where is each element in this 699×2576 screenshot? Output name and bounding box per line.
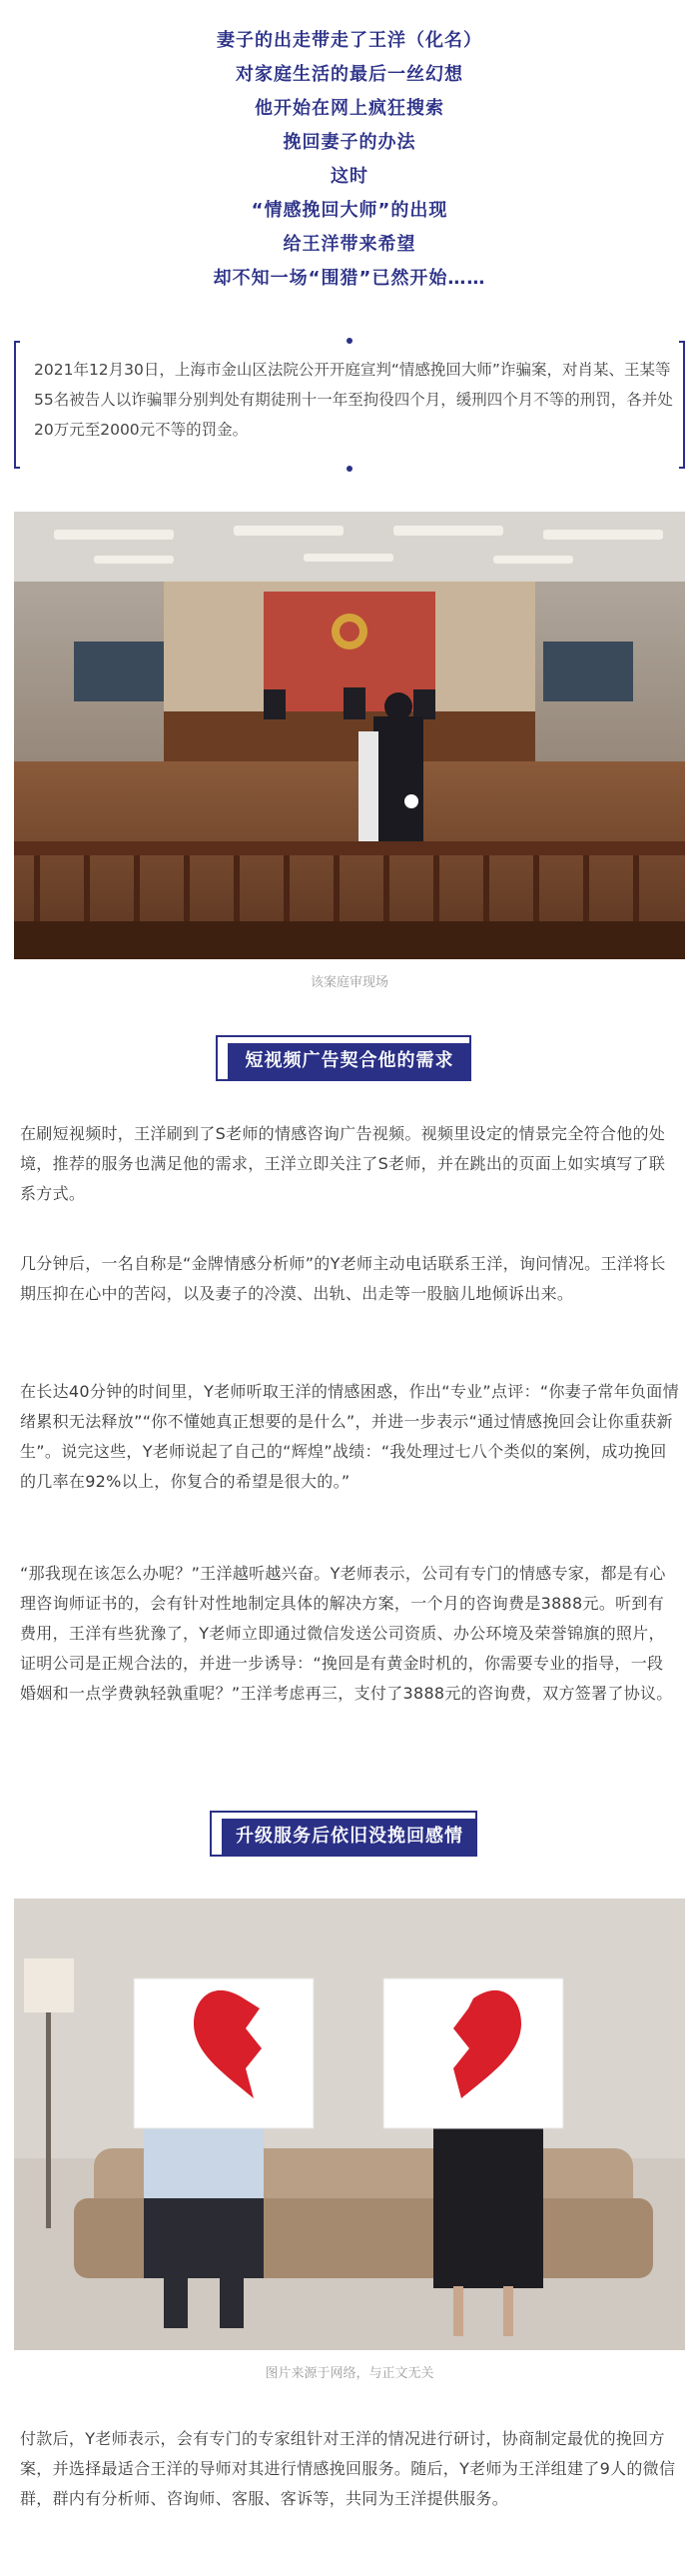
section-title: 短视频广告契合他的需求 — [228, 1043, 471, 1079]
intro-block — [0, 24, 699, 296]
paragraph: 付款后，Y老师表示，会有专门的专家组针对王洋的情况进行研讨，协商制定最优的挽回方案，并选择最适合王洋的导师对其进行情感挽回服务。随后，Y老师为王洋组建了9人的微信群，群内有分析师、咨询师、客服、客诉等，共同为王洋提供服务。 — [20, 2429, 676, 2508]
intro-line: 对家庭生活的最后一丝幻想 — [236, 64, 463, 85]
intro-line: 这时 — [331, 166, 368, 187]
courtroom-photo — [14, 512, 685, 959]
paragraph: 几分钟后，一名自称是“金牌情感分析师”的Y老师主动电话联系王洋，询问情况。王洋将长期压抑在心中的苦闷，以及妻子的冷漠、出轨、出走等一股脑儿地倾诉出来。 — [20, 1254, 666, 1303]
intro-line: 妻子的出走带走了王洋（化名） — [217, 30, 482, 51]
photo-caption-2: 图片来源于网络，与正文无关 — [265, 2366, 434, 2381]
section-title: 升级服务后依旧没挽回感情 — [222, 1819, 477, 1855]
intro-line: 挽回妻子的办法 — [283, 132, 416, 153]
bracket-right — [679, 341, 685, 469]
intro-line: 给王洋带来希望 — [283, 234, 416, 255]
paragraph: 在刷短视频时，王洋刷到了S老师的情感咨询广告视频。视频里设定的情景完全符合他的处境，推荐的服务也满足他的需求，王洋立即关注了S老师，并在跳出的页面上如实填写了联系方式。 — [20, 1124, 666, 1203]
summary-text: 2021年12月30日，上海市金山区法院公开开庭宣判“情感挽回大师”诈骗案，对肖某、王某等55名被告人以诈骗罪分别判处有期徒刑十一年至拘役四个月，缓刑四个月不等的刑罚，各并处20万元至2000元不等的罚金。 — [34, 361, 673, 439]
bracket-dot-bottom — [347, 466, 352, 472]
paragraph: “那我现在该怎么办呢？”王洋越听越兴奋。Y老师表示，公司有专门的情感专家，都是有心理咨询师证书的，会有针对性地制定具体的解决方案，一个月的咨询费是3888元。听到有费用，王洋有些犹豫了，Y老师立即通过微信发送公司资质、办公环境及荣誉锦旗的照片，证明公司是正规合法的，并进一步诱导：“挽回是有黄金时机的，你需要专业的指导，一段婚姻和一点学费孰轻孰重呢？”王洋考虑再三，支付了3888元的咨询费，双方签署了协议。 — [20, 1564, 673, 1703]
bracket-dot-top — [347, 338, 352, 344]
intro-line: 他开始在网上疯狂搜索 — [255, 98, 444, 119]
section-header-2 — [0, 1811, 699, 1871]
section-header-1 — [0, 1035, 699, 1095]
intro-line: “情感挽回大师”的出现 — [251, 200, 448, 221]
couple-photo — [14, 1899, 685, 2350]
paragraph: 在长达40分钟的时间里，Y老师听取王洋的情感困惑，作出“专业”点评：“你妻子常年负面情绪累积无法释放”“你不懂她真正想要的是什么”，并进一步表示“通过情感挽回会让你重获新生”。说完这些，Y老师说起了自己的“辉煌”战绩：“我处理过七八个类似的案例，成功挽回的几率在92%以上，你复合的希望是很大的。” — [20, 1382, 679, 1491]
photo-caption-1: 该案庭审现场 — [310, 975, 388, 990]
summary-box — [14, 341, 685, 469]
bracket-left — [14, 341, 20, 469]
intro-line: 却不知一场“围猎”已然开始…… — [213, 268, 486, 289]
